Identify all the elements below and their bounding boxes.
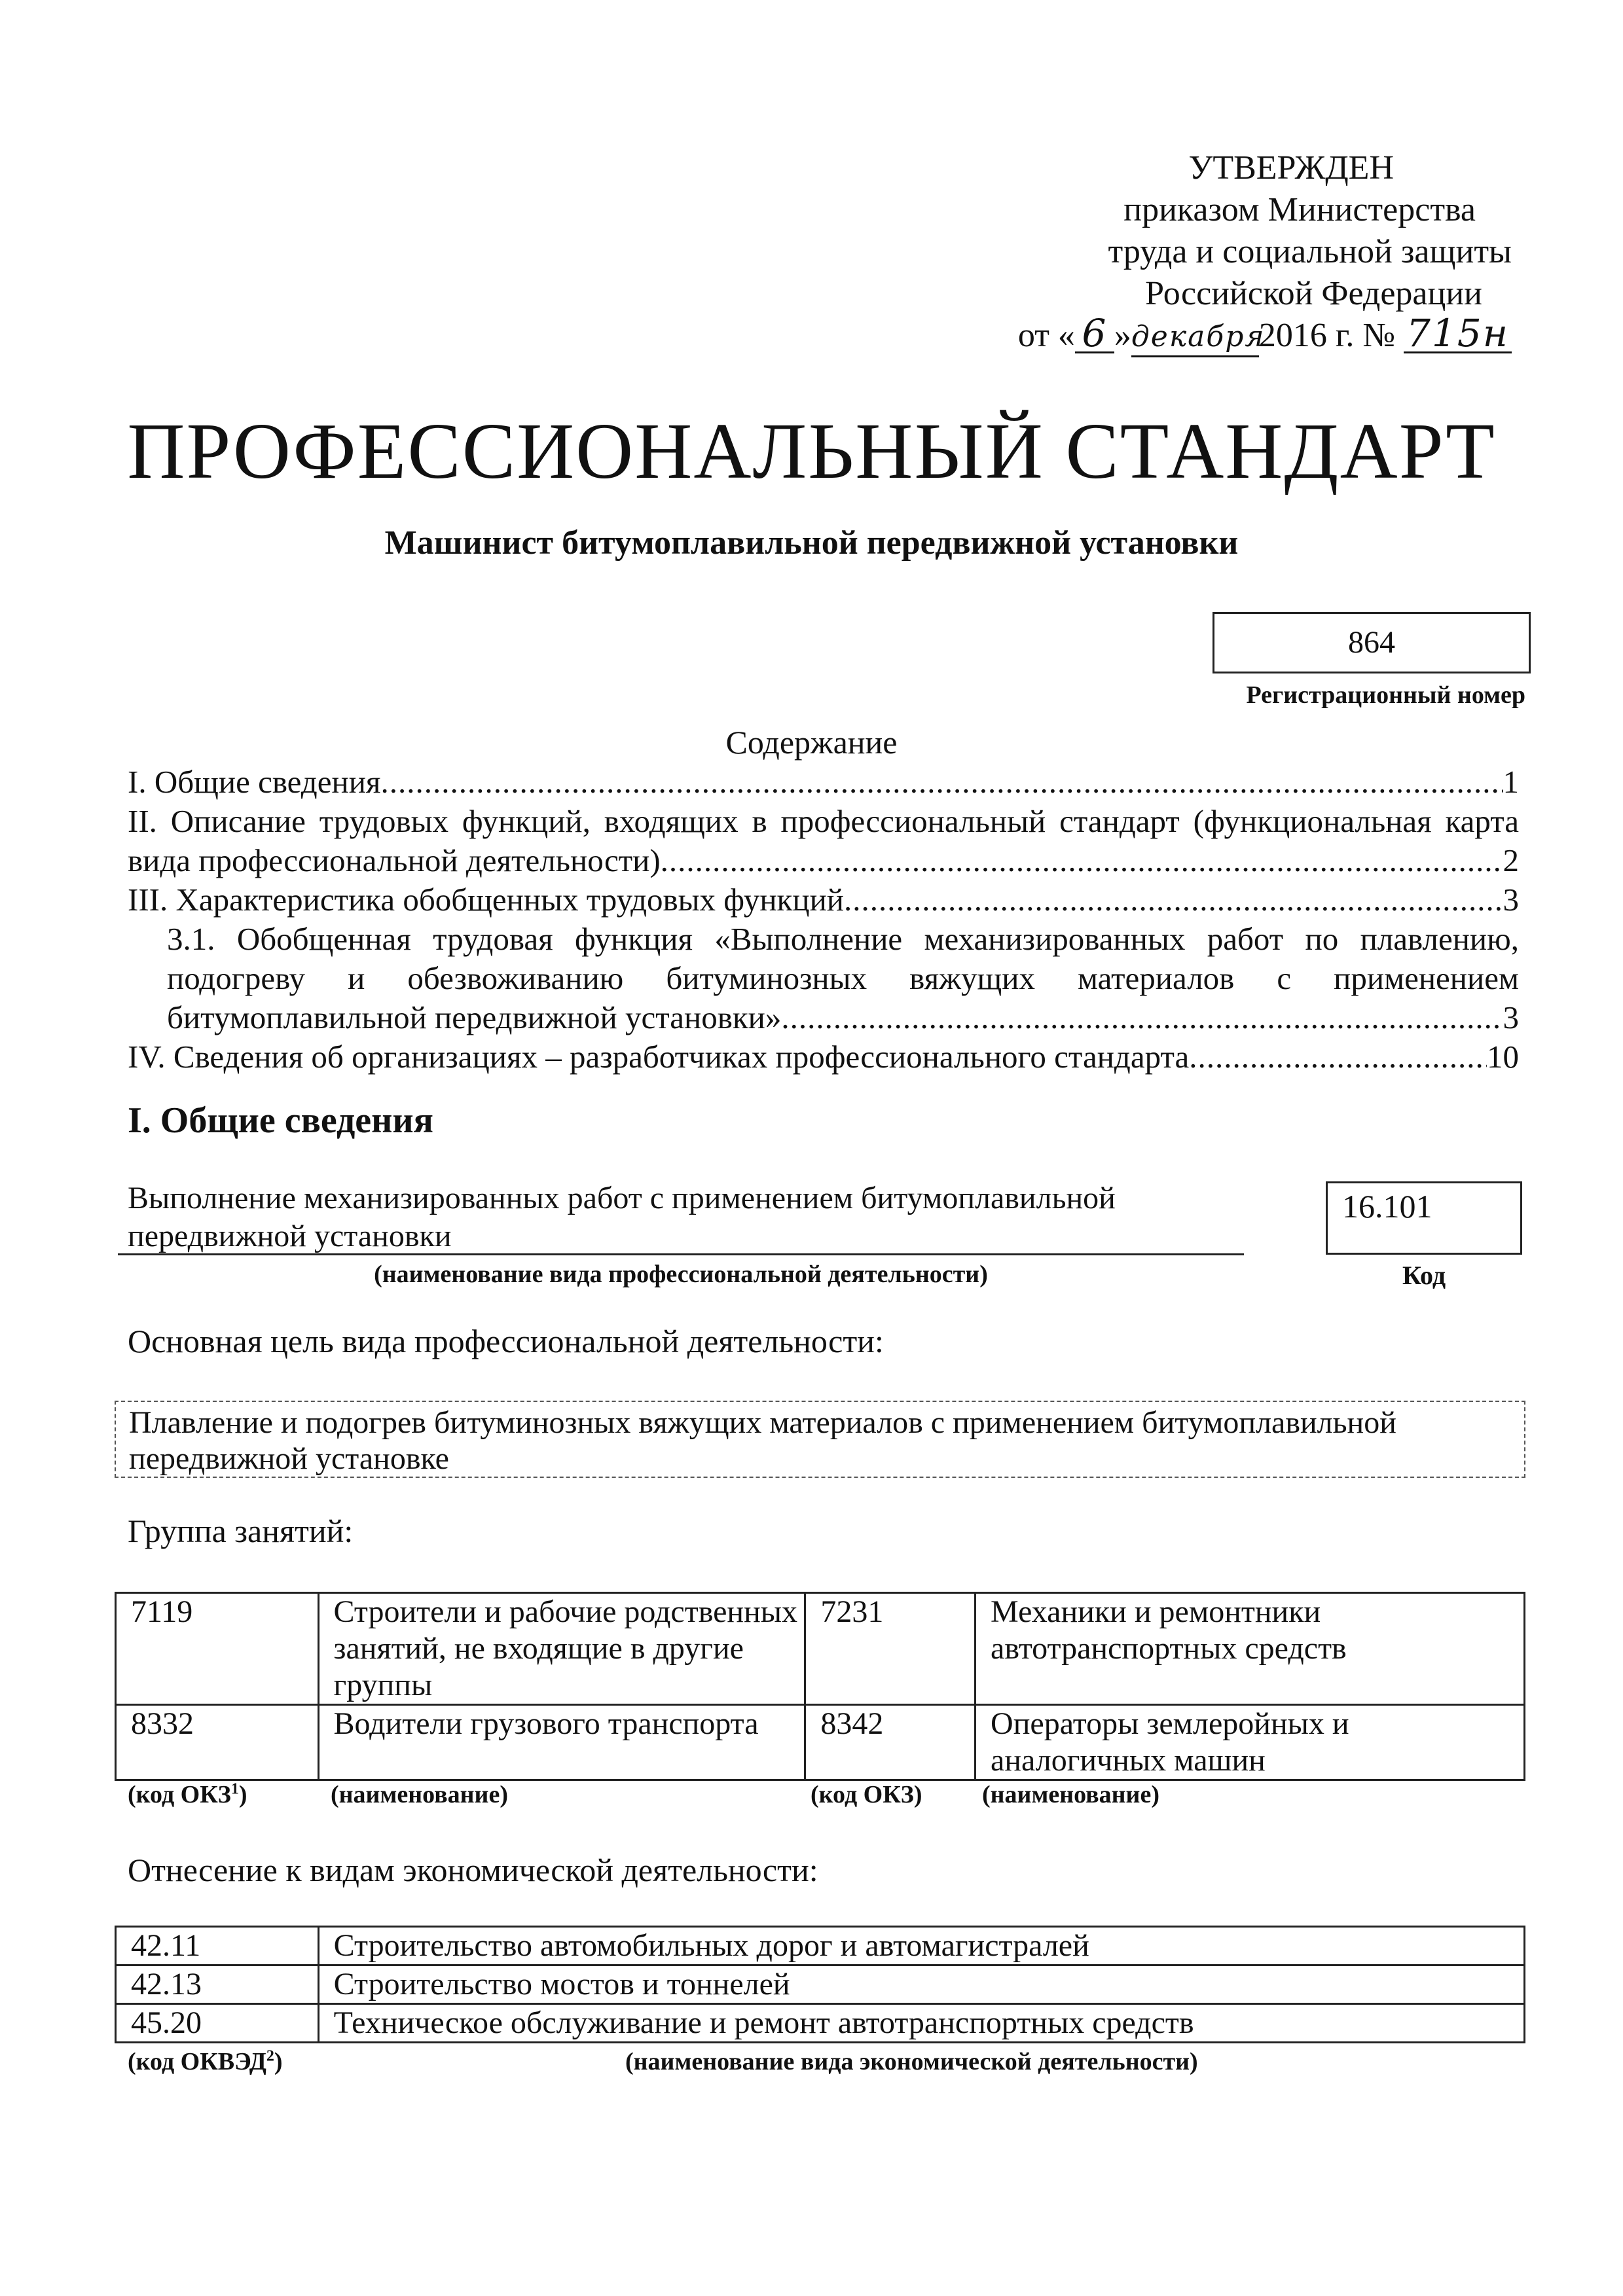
okz-code-cell: 7231 — [805, 1593, 976, 1705]
okved-name-cell: Техническое обслуживание и ремонт автотранспортных средств — [318, 2004, 1524, 2043]
approval-date-line — [922, 311, 1512, 357]
table-row — [116, 1705, 1525, 1780]
toc-leader — [661, 841, 1503, 880]
activity-kind-caption: (наименование вида профессиональной деятельности) — [374, 1261, 988, 1288]
activity-code-box: 16.101 — [1326, 1181, 1522, 1255]
toc-item-text: вида профессиональной деятельности) — [128, 842, 661, 878]
activity-code-caption: Код — [1402, 1261, 1446, 1290]
toc-item-text: битумоплавильной передвижной установки» — [167, 999, 782, 1035]
order-number: 715н — [1404, 315, 1512, 353]
okved-code-cell: 42.13 — [116, 1965, 319, 2004]
toc-item-text: I. Общие сведения — [128, 764, 381, 800]
goal-text-box: Плавление и подогрев битуминозных вяжущих материалов с применением битумоплавильной передвижной установке — [115, 1401, 1525, 1478]
okz-name-caption-2: (наименование) — [982, 1781, 1159, 1808]
toc-leader — [844, 880, 1503, 920]
okved-name-cell: Строительство мостов и тоннелей — [318, 1965, 1524, 2004]
goal-label: Основная цель вида профессиональной деятельности: — [128, 1323, 884, 1359]
toc-item-page: 3 — [1503, 999, 1519, 1035]
section-heading: I. Общие сведения — [128, 1100, 433, 1141]
okz-name-cell: Механики и ремонтники автотранспортных средств — [976, 1593, 1525, 1705]
okz-code-caption: (код ОКЗ$^1$) — [128, 1780, 247, 1808]
okved-code-cell: 45.20 — [116, 2004, 319, 2043]
approval-line-ministry: труда и социальной защиты — [1108, 233, 1512, 270]
table-row — [116, 1593, 1525, 1705]
table-row — [116, 1965, 1525, 2004]
toc-item-text: III. Характеристика обобщенных трудовых функций — [128, 882, 845, 918]
contents-heading: Содержание — [725, 724, 898, 761]
activity-kind-name: Выполнение механизированных работ с применением битумоплавильной передвижной установки — [128, 1181, 1116, 1253]
table-of-contents — [128, 762, 1519, 1077]
toc-item[interactable] — [128, 762, 1519, 802]
toc-item[interactable] — [128, 802, 1519, 880]
approval-line-federation: Российской Федерации — [1145, 275, 1482, 312]
registration-number-label: Регистрационный номер — [1246, 681, 1525, 709]
toc-item-page: 2 — [1503, 842, 1519, 878]
okz-code-caption-2: (код ОКЗ) — [811, 1781, 922, 1808]
toc-item-page: 10 — [1487, 1039, 1519, 1075]
okz-name-cell: Строители и рабочие родственных занятий, не входящие в другие группы — [318, 1593, 805, 1705]
toc-leader — [781, 998, 1503, 1037]
occupation-group-label: Группа занятий: — [128, 1513, 354, 1549]
okved-code-cell: 42.11 — [116, 1927, 319, 1965]
okz-code-cell: 7119 — [116, 1593, 319, 1705]
approval-line-approved: УТВЕРЖДЕН — [1188, 149, 1394, 187]
toc-item-text: IV. Сведения об организациях – разработчиках профессионального стандарта — [128, 1039, 1190, 1075]
economic-activity-label: Отнесение к видам экономической деятельности: — [128, 1852, 818, 1888]
table-row — [116, 2004, 1525, 2043]
toc-item-page: 3 — [1503, 882, 1519, 918]
okved-code-caption: (код ОКВЭД$^2$) — [128, 2047, 283, 2075]
activity-kind-underline — [118, 1253, 1244, 1255]
toc-leader — [380, 762, 1503, 802]
toc-item-text: подогреву и обезвоживанию битуминозных вяжущих материалов с применением — [167, 960, 1519, 996]
toc-leader — [1189, 1037, 1487, 1077]
page-subtitle: Машинист битумоплавильной передвижной установки — [384, 524, 1239, 562]
economic-activity-table — [115, 1926, 1525, 2043]
approval-block — [922, 147, 1512, 357]
approval-line-order: приказом Министерства — [1123, 191, 1476, 228]
toc-item-page: 1 — [1503, 764, 1519, 800]
toc-item[interactable] — [128, 1037, 1519, 1077]
table-row — [116, 1927, 1525, 1965]
toc-item[interactable] — [128, 920, 1519, 1037]
occupation-group-table — [115, 1592, 1525, 1781]
toc-item-text: II. Описание трудовых функций, входящих в профессиональный стандарт (функциональная карта — [128, 803, 1519, 839]
okz-code-cell: 8332 — [116, 1705, 319, 1780]
date-day: 6 — [1075, 315, 1114, 353]
okved-name-cell: Строительство автомобильных дорог и автомагистралей — [318, 1927, 1524, 1965]
okz-name-cell: Водители грузового транспорта — [318, 1705, 805, 1780]
page-title: ПРОФЕССИОНАЛЬНЫЙ СТАНДАРТ — [127, 407, 1496, 495]
toc-item-text: 3.1. Обобщенная трудовая функция «Выполнение механизированных работ по плавлению, — [167, 921, 1519, 957]
date-mid: » — [1114, 317, 1131, 354]
okz-name-cell: Операторы землеройных и аналогичных машин — [976, 1705, 1525, 1780]
date-year: 2016 г. № — [1258, 317, 1395, 354]
date-month: декабря — [1131, 319, 1259, 357]
date-prefix: от « — [1017, 317, 1075, 354]
registration-number-box: 864 — [1213, 612, 1531, 673]
toc-item[interactable] — [128, 880, 1519, 920]
okz-name-caption: (наименование) — [331, 1781, 508, 1808]
okved-name-caption: (наименование вида экономической деятельности) — [625, 2048, 1198, 2075]
okz-code-cell: 8342 — [805, 1705, 976, 1780]
